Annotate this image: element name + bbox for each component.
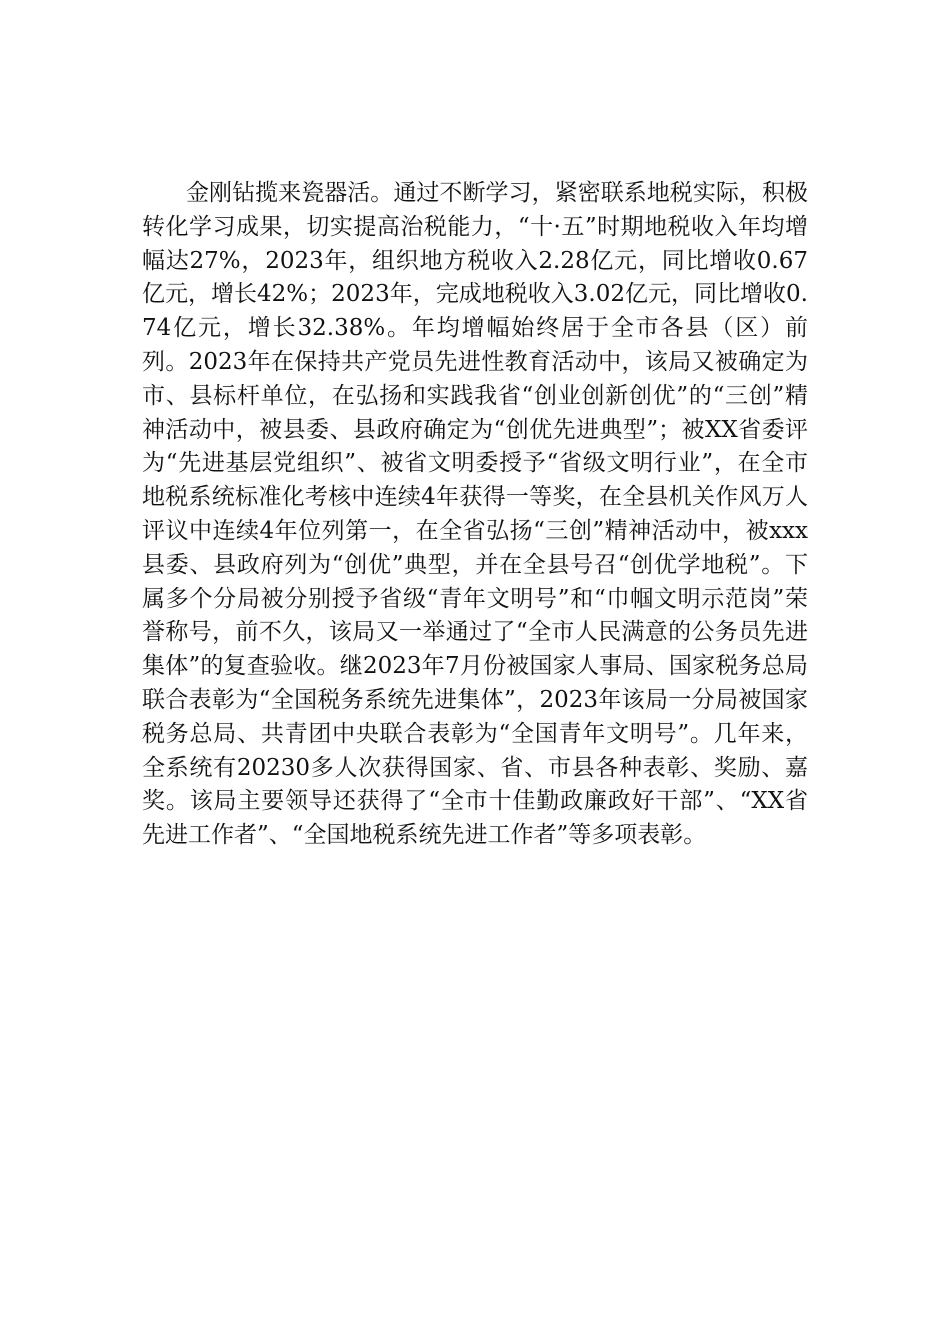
body-paragraph: 金刚钻揽来瓷器活。通过不断学习，紧密联系地税实际，积极转化学习成果，切实提高治税能力，“十·五”时期地税收入年均增幅达27%，2023年，组织地方税收入2.28亿元，同比增收0.67亿元，增长42%；2023年，完成地税收入3.02亿元，同比增收0.74亿元，增长32.38%。年均增幅始终居于全市各县（区）前列。2023年在保持共产党员先进性教育活动中，该局又被确定为市、县标杆单位，在弘扬和实践我省“创业创新创优”的“三创”精神活动中，被县委、县政府确定为“创优先进典型”；被XX省委评为“先进基层党组织”、被省文明委授予“省级文明行业”，在全市地税系统标准化考核中连续4年获得一等奖，在全县机关作风万人评议中连续4年位列第一，在全省弘扬“三创”精神活动中，被xxx县委、县政府列为“创优”典型，并在全县号召“创优学地税”。下属多个分局被分别授予省级“青年文明号”和“巾帼文明示范岗”荣誉称号，前不久，该局又一举通过了“全市人民满意的公务员先进集体”的复查验收。继2023年7月份被国家人事局、国家税务总局联合表彰为“全国税务系统先进集体”，2023年该局一分局被国家税务总局、共青团中央联合表彰为“全国青年文明号”。几年来，全系统有20230多人次获得国家、省、市县各种表彰、奖励、嘉奖。该局主要领导还获得了“全市十佳勤政廉政好干部”、“XX省先进工作者”、“全国地税系统先进工作者”等多项表彰。 — [142, 180, 808, 849]
body-text-block — [142, 177, 808, 853]
